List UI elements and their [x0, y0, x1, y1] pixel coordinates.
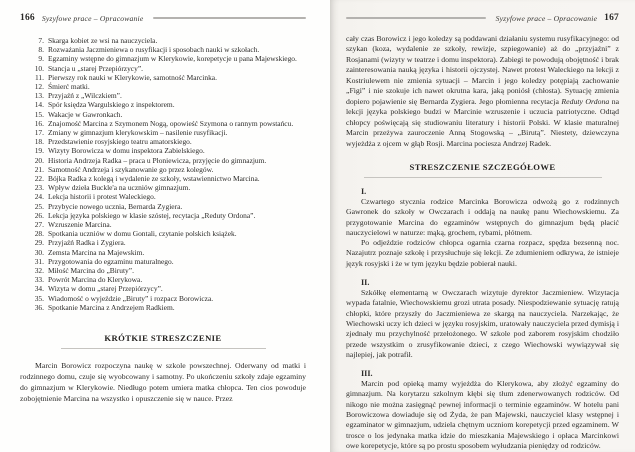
- plan-list-item: [28, 211, 306, 220]
- plan-item-text: Pierwszy rok nauki w Klerykowie, samotność Marcinka.: [48, 72, 217, 82]
- plan-list-item: [28, 110, 306, 119]
- plan-item-number: 10.: [34, 63, 44, 73]
- plan-item-text: Spotkanie Marcina z Andrzejem Radkiem.: [48, 302, 175, 312]
- section-paragraph: Marcin pod opieką mamy wyjeżdża do Klerykowa, aby złożyć egzaminy do gimnazjum. Na korytarzu szkolnym kłębi się tłum zdenerwowanych rodziców. Od nikogo nie można zasięgnąć pewnej informacji o terminie egzaminów. W hotelu pani Borowiczowa dowiaduje się od Żyda, że pan Majewski, nauczyciel klasy wstępnej i egzaminator w gimnazjum, udziela chętnym uczniom korepetycji przed egzaminem. W trosce o los jedynaka matka idzie do mieszkania Majewskiego i opłaca Marcinkowi owe korepetycje, które są po prostu sposobem wyłudzania pieniędzy od rodziców.: [346, 379, 619, 450]
- plan-item-number: 31.: [34, 256, 44, 266]
- plan-item-number: 32.: [34, 266, 44, 276]
- plan-item-number: 18.: [34, 137, 44, 147]
- section-paragraph: Szkółkę elementarną w Owczarach wizytuje dyrektor Jaczmieniew. Wizytacja wypada fatalnie, Wiechowskiemu grozi utrata posady. Niespodziewanie sytuację ratują chłopki, które przyszły do Jaczmieniewa ze skargą na nauczyciela. Narzekając, że Wiechowski uczy ich dzieci w języku rosyjskim, uratowały nauczyciela przed dymisją i zjednały mu przychylność przełożonego. W szkole pod zaborem rosyjskim chodziło przede wszystkim o zrusyfikowanie dzieci, z czego Wiechowski wywiązywał się najlepiej, jak potrafił.: [346, 288, 619, 359]
- section-numeral: I.: [361, 186, 367, 196]
- plan-item-number: 30.: [34, 247, 44, 257]
- detailed-summary-heading-block: [346, 162, 619, 178]
- header-rule-left: [153, 17, 306, 20]
- plan-list-item: [28, 45, 306, 54]
- plan-item-text: Rozważania Jaczmieniewa o rusyfikacji i sposobach nauki w szkołach.: [48, 45, 260, 55]
- plan-item-text: Historia Andrzeja Radka – praca u Płoniewicza, przyjęcie do gimnazjum.: [48, 155, 267, 165]
- plan-list-item: [28, 275, 306, 284]
- detailed-summary-heading: STRESZCZENIE SZCZEGÓŁOWE: [409, 161, 556, 172]
- plan-list-item: [28, 91, 306, 100]
- plan-item-text: Wizyty Borowicza w domu inspektora Zabielskiego.: [48, 146, 205, 156]
- plan-item-text: Powrót Marcina do Klerykowa.: [48, 275, 143, 285]
- plan-item-number: 13.: [34, 91, 44, 101]
- plan-item-number: 22.: [34, 174, 44, 184]
- short-summary-heading: KRÓTKIE STRESZCZENIE: [104, 333, 222, 344]
- plan-item-text: Znajomość Marcina z Szymonem Nogą, opowieść Szymona o rannym powstańcu.: [48, 118, 294, 128]
- plan-item-text: Zmiany w gimnazjum klerykowskim – nasilenie rusyfikacji.: [48, 128, 228, 138]
- page-right: [330, 0, 635, 452]
- plan-item-text: Wiadomość o wyjeździe „Biruty” i rozpacz Borowicza.: [48, 293, 214, 303]
- plan-item-text: Przybycie nowego ucznia, Bernarda Zygiera.: [48, 201, 183, 211]
- plan-list-item: [28, 128, 306, 137]
- plan-item-number: 21.: [34, 164, 44, 174]
- plan-list-item: [28, 36, 306, 45]
- plan-list-item: [28, 202, 306, 211]
- plan-item-text: Przedstawienie rosyjskiego teatru amatorskiego.: [48, 137, 192, 147]
- running-header-left: [20, 12, 306, 24]
- plan-list-item: [28, 119, 306, 128]
- heading-rule: [61, 348, 266, 349]
- plan-item-text: Spór księdza Wargulskiego z inspektorem.: [48, 100, 175, 110]
- section-II: [346, 278, 619, 360]
- plan-item-number: 14.: [34, 100, 44, 110]
- plan-list-item: [28, 303, 306, 312]
- section-I: [346, 187, 619, 269]
- running-title-right: Syzyfowe prace – Opracowanie: [495, 13, 598, 23]
- plan-item-text: Bójka Radka z kolegą i wydalenie ze szkoły, wstawiennictwo Marcina.: [48, 174, 260, 184]
- plan-item-number: 17.: [34, 128, 44, 138]
- plan-list-item: [28, 220, 306, 229]
- plan-item-text: Przyjaźń z „Wilczkiem”.: [48, 91, 122, 101]
- page-number-right: 167: [604, 13, 619, 23]
- header-rule-right: [346, 17, 486, 20]
- plan-item-number: 34.: [34, 284, 44, 294]
- plan-item-number: 7.: [38, 36, 44, 45]
- plan-list-item: [28, 156, 306, 165]
- plan-item-text: Zemsta Marcina na Majewskim.: [48, 247, 145, 257]
- plan-item-text: Lekcja języka polskiego w klasie szóstej, recytacja „Reduty Ordona”.: [48, 210, 256, 220]
- plan-item-text: Stancja u „starej Przepiórzycy”.: [48, 63, 143, 73]
- plan-list-item: [28, 229, 306, 238]
- plan-item-text: Samotność Andrzeja i szykanowanie go przez kolegów.: [48, 164, 214, 174]
- plan-item-number: 27.: [34, 220, 44, 230]
- plan-item-number: 16.: [34, 118, 44, 128]
- section-paragraph: Czwartego stycznia rodzice Marcinka Borowicza odwożą go z rodzinnych Gawronek do szkoły w Owczarach i oddają na naukę panu Wiechowskiemu. Za przygotowanie Marcina do egzaminów wstępnych do gimnazjum będą płacić nauczycielowi w naturze: mąką, grochem, rybami, płótnem.: [346, 196, 619, 237]
- short-summary-paragraph: Marcin Borowicz rozpoczyna naukę w szkole powszechnej. Oderwany od matki i rodzinnego domu, czuje się wyobcowany i samotny. Po ukończeniu szkoły zdaje egzaminy do gimnazjum w Klerykowie. Niedługo potem umiera matka chłopca. Ten cios powoduje zobojętnienie Marcina na wszystko i opuszczenie się w nauce. Przez: [20, 361, 306, 403]
- plan-item-number: 33.: [34, 275, 44, 285]
- plan-list-item: [28, 73, 306, 82]
- plan-list-item: [28, 165, 306, 174]
- running-title-left: Syzyfowe prace – Opracowanie: [41, 13, 144, 23]
- plan-item-number: 9.: [38, 54, 44, 64]
- plan-list-item: [28, 64, 306, 73]
- plan-item-number: 23.: [34, 183, 44, 193]
- plan-item-text: Spotkania uczniów w domu Gontali, czytanie polskich książek.: [48, 229, 237, 239]
- plan-item-text: Egzaminy wstępne do gimnazjum w Klerykowie, korepetycje u pana Majewskiego.: [48, 54, 297, 64]
- plan-item-text: Przyjaźń Radka i Zygiera.: [48, 238, 126, 248]
- plan-item-text: Lekcja historii i protest Waleckiego.: [48, 192, 156, 202]
- plan-item-number: 28.: [34, 229, 44, 239]
- plan-list-item: [28, 266, 306, 275]
- plan-list-item: [28, 82, 306, 91]
- section-numeral: III.: [361, 369, 373, 379]
- section-III: [346, 369, 619, 451]
- plan-list-item: [28, 238, 306, 247]
- plot-plan-list: [20, 36, 306, 312]
- plan-item-number: 26.: [34, 210, 44, 220]
- plan-item-number: 20.: [34, 155, 44, 165]
- continuation-text-1: cały czas Borowicz i jego koledzy są poddawani działaniu systemu rusyfikacyjnego: od szykan (koza, wydalenie ze szkoły, rewizje, szpiegowanie) aż do „przyjaźni” z Rosjanami (wizyty w teatrze i domu inspektora). Zabiegi te powodują obojętność i brak zainteresowania nauką języka i historii ojczystej. Nawet protest Waleckiego na lekcji z Kostriulewem nie zmienia sytuacji – Marcin i jego koledzy potępiają zachowanie „Figi” i nie szokuje ich nawet okrutna kara, jaką poniósł (chłosta). Sytuację zmienia dopiero pojawienie się Bernarda Zygiera. Jego płomienna recytacja: [346, 34, 619, 106]
- plan-list-item: [28, 146, 306, 155]
- plan-item-text: Śmierć matki.: [48, 82, 90, 92]
- plan-item-text: Wpływ dzieła Buckle'a na uczniów gimnazjum.: [48, 183, 191, 193]
- plan-list-item: [28, 294, 306, 303]
- plan-item-text: Skarga kobiet ze wsi na nauczyciela.: [48, 36, 158, 45]
- plan-item-number: 12.: [34, 82, 44, 92]
- plan-item-text: Wakacje w Gawronkach.: [48, 109, 123, 119]
- plan-list-item: [28, 248, 306, 257]
- plan-item-number: 36.: [34, 302, 44, 312]
- short-summary-continuation-paragraph: [346, 34, 619, 149]
- plan-item-number: 29.: [34, 238, 44, 248]
- plan-list-item: [28, 257, 306, 266]
- plan-item-number: 19.: [34, 146, 44, 156]
- plan-list-item: [28, 284, 306, 293]
- plan-item-number: 15.: [34, 109, 44, 119]
- plan-item-text: Przygotowania do egzaminu maturalnego.: [48, 256, 174, 266]
- heading-rule: [364, 177, 602, 178]
- work-title-italic: Reduty Ordona: [561, 96, 610, 106]
- plan-item-number: 35.: [34, 293, 44, 303]
- plan-list-item: [28, 174, 306, 183]
- plan-list-item: [28, 54, 306, 63]
- section-paragraph: Po odjeździe rodziców chłopca ogarnia czarna rozpacz, spędza bezsenną noc. Nazajutrz poznaje szkołę i przysłuchuje się lekcji. Ze zdumieniem odkrywa, że istnieje język rosyjski i że w tym języku będzie pobierał nauki.: [346, 238, 619, 268]
- plan-item-number: 24.: [34, 192, 44, 202]
- plan-item-number: 25.: [34, 201, 44, 211]
- plan-item-text: Wizyta w domu „starej Przepiórzycy”.: [48, 284, 163, 294]
- plan-item-number: 8.: [38, 45, 44, 55]
- continuation-text-2: na lekcji języka polskiego budzi w Marcinie wzruszenie i uczucia patriotyczne. Odtąd chłopcy poświęcają się studiowaniu literatury i historii Polski. W klasie maturalnej Marcin przeżywa zauroczenie Anną Stogowską – „Birutą”. Niestety, dziewczyna wyjeżdża z ojcem w głąb Rosji. Marcina pociesza Andrzej Radek.: [346, 96, 620, 148]
- page-number-left: 166: [20, 13, 35, 23]
- plan-list-item: [28, 192, 306, 201]
- plan-item-text: Miłość Marcina do „Biruty”.: [48, 266, 134, 276]
- plan-list-item: [28, 137, 306, 146]
- plan-list-item: [28, 183, 306, 192]
- plan-item-number: 11.: [34, 72, 44, 82]
- section-numeral: II.: [361, 278, 370, 288]
- short-summary-heading-block: [20, 333, 306, 349]
- plan-item-text: Wzruszenie Marcina.: [48, 220, 112, 230]
- running-header-right: [346, 12, 619, 24]
- plan-list-item: [28, 100, 306, 109]
